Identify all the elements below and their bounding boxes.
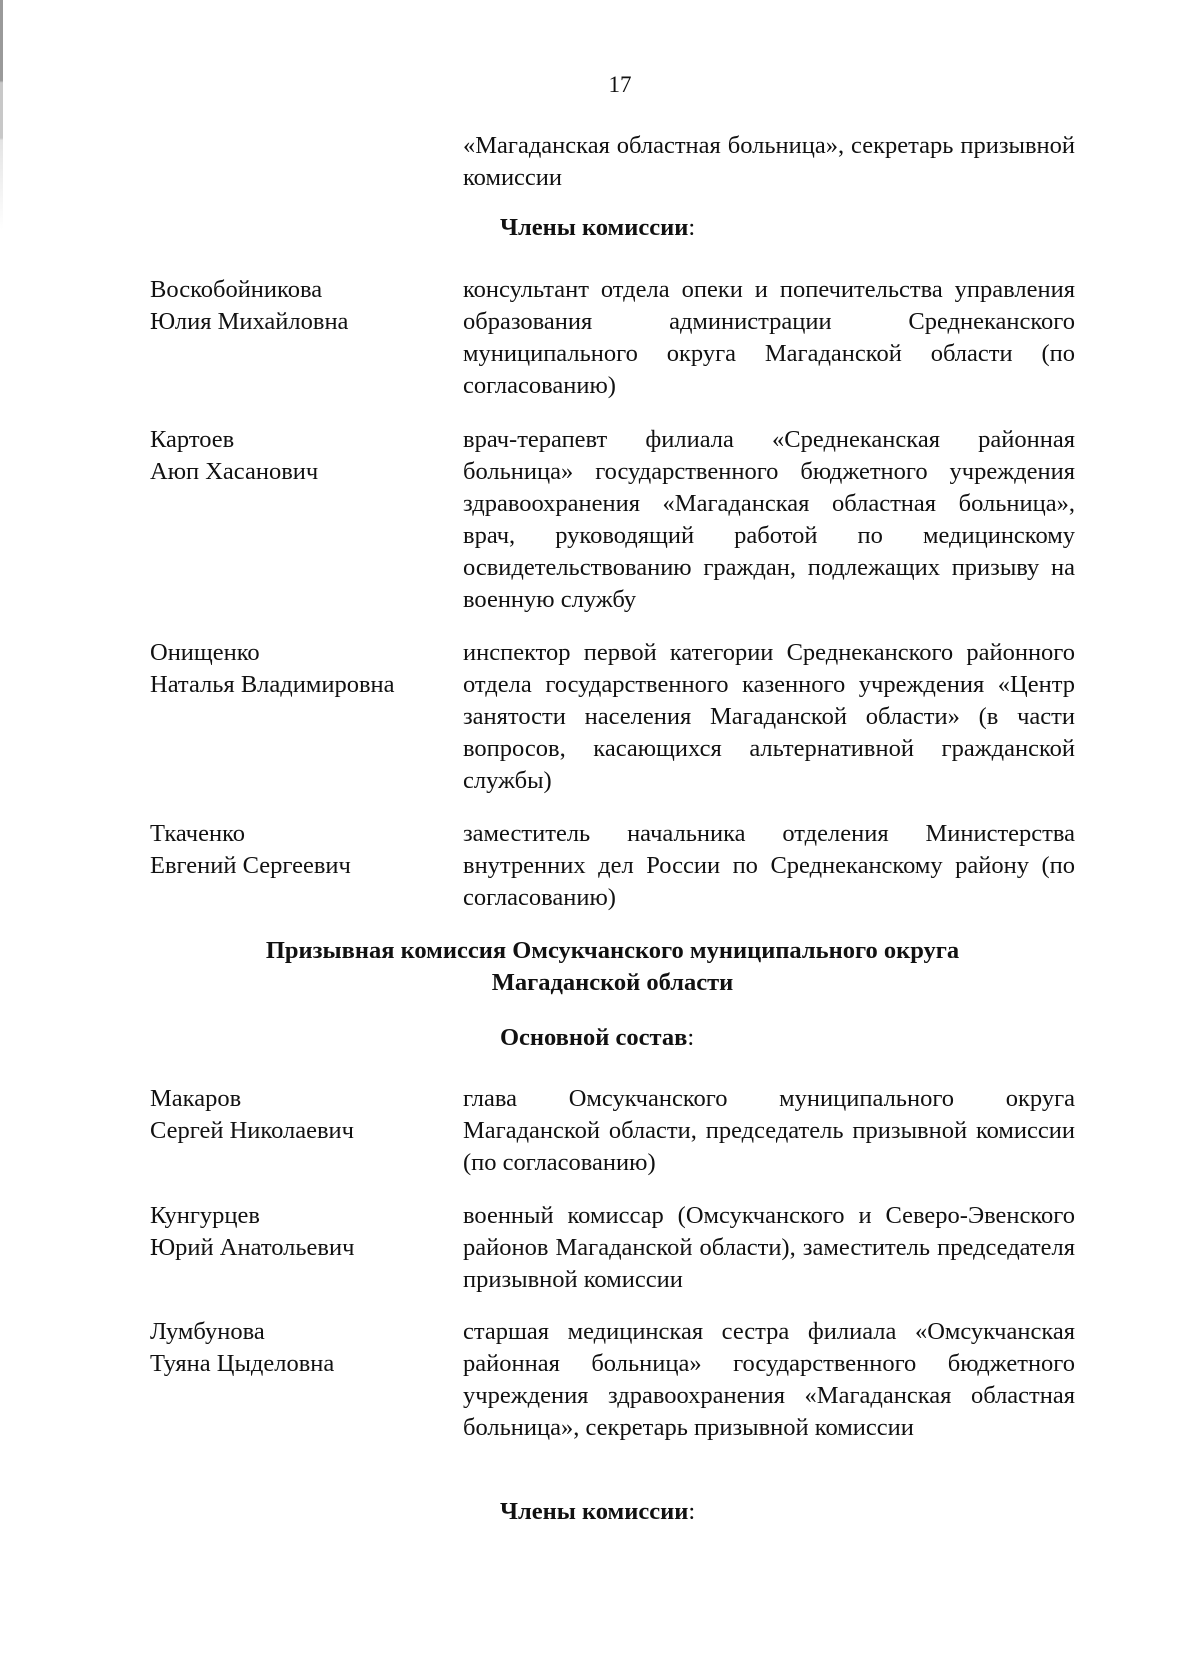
- members-heading-2-colon: :: [688, 1498, 696, 1525]
- member-description: военный комиссар (Омсукчанского и Северо-Эвенского районов Магаданской области), заместитель председателя призывной комиссии: [463, 1202, 1075, 1293]
- member-description: старшая медицинская сестра филиала «Омсукчанская районная больница» государственного бюджетного учреждения здравоохранения «Магаданская областная больница», секретарь призывной комиссии: [463, 1318, 1075, 1441]
- member-surname: Картоев: [150, 426, 235, 453]
- scan-edge-shadow: [0, 0, 3, 230]
- member-surname: Ткаченко: [150, 820, 245, 847]
- member-description: врач-терапевт филиала «Среднеканская районная больница» государственного бюджетного учреждения здравоохранения «Магаданская областная больница», врач, руководящий работой по медицинскому освидетельствованию граждан, подлежащих призыву на военную службу: [463, 426, 1075, 613]
- member-description: заместитель начальника отделения Министерства внутренних дел России по Среднеканскому району (по согласованию): [463, 820, 1075, 911]
- member-name: [150, 1200, 450, 1264]
- member-surname: Лумбунова: [150, 1318, 265, 1345]
- members-heading-1-colon: :: [688, 214, 696, 241]
- member-name: [150, 1316, 450, 1380]
- main-composition-heading: [500, 1022, 694, 1054]
- member-surname: Онищенко: [150, 639, 260, 666]
- member-given-name: Туяна Цыделовна: [150, 1350, 335, 1377]
- member-description: консультант отдела опеки и попечительства управления образования администрации Среднеканского муниципального округа Магаданской области (по согласованию): [463, 276, 1075, 399]
- continuation-description: «Магаданская областная больница», секретарь призывной комиссии: [463, 132, 1075, 191]
- member-surname: Макаров: [150, 1085, 242, 1112]
- member-surname: Воскобойникова: [150, 276, 323, 303]
- members-heading-2: [500, 1496, 695, 1528]
- members-heading-1-label: Члены комиссии: [500, 214, 689, 241]
- member-name: [150, 818, 450, 882]
- member-given-name: Юлия Михайловна: [150, 308, 349, 335]
- main-composition-heading-label: Основной состав: [500, 1024, 688, 1051]
- main-composition-heading-colon: :: [687, 1024, 695, 1051]
- member-description: глава Омсукчанского муниципального округа Магаданской области, председатель призывной комиссии (по согласованию): [463, 1085, 1075, 1176]
- member-surname: Кунгурцев: [150, 1202, 260, 1229]
- member-description: инспектор первой категории Среднеканского районного отдела государственного казенного учреждения «Центр занятости населения Магаданской области» (в части вопросов, касающихся альтернативной гражданской службы): [463, 639, 1075, 794]
- member-name: [150, 274, 450, 338]
- commission-title-line-1: Призывная комиссия Омсукчанского муниципального округа: [265, 937, 960, 964]
- member-given-name: Евгений Сергеевич: [150, 852, 351, 879]
- member-name: [150, 1083, 450, 1147]
- member-given-name: Сергей Николаевич: [150, 1117, 354, 1144]
- commission-title-line-2: Магаданской области: [491, 969, 734, 996]
- member-given-name: Аюп Хасанович: [150, 458, 319, 485]
- page-number: 17: [608, 72, 632, 97]
- members-heading-2-label: Члены комиссии: [500, 1498, 689, 1525]
- commission-title: [150, 935, 1075, 999]
- member-given-name: Наталья Владимировна: [150, 671, 395, 698]
- member-name: [150, 424, 450, 488]
- member-given-name: Юрий Анатольевич: [150, 1234, 355, 1261]
- members-heading-1: [500, 212, 695, 244]
- member-name: [150, 637, 450, 701]
